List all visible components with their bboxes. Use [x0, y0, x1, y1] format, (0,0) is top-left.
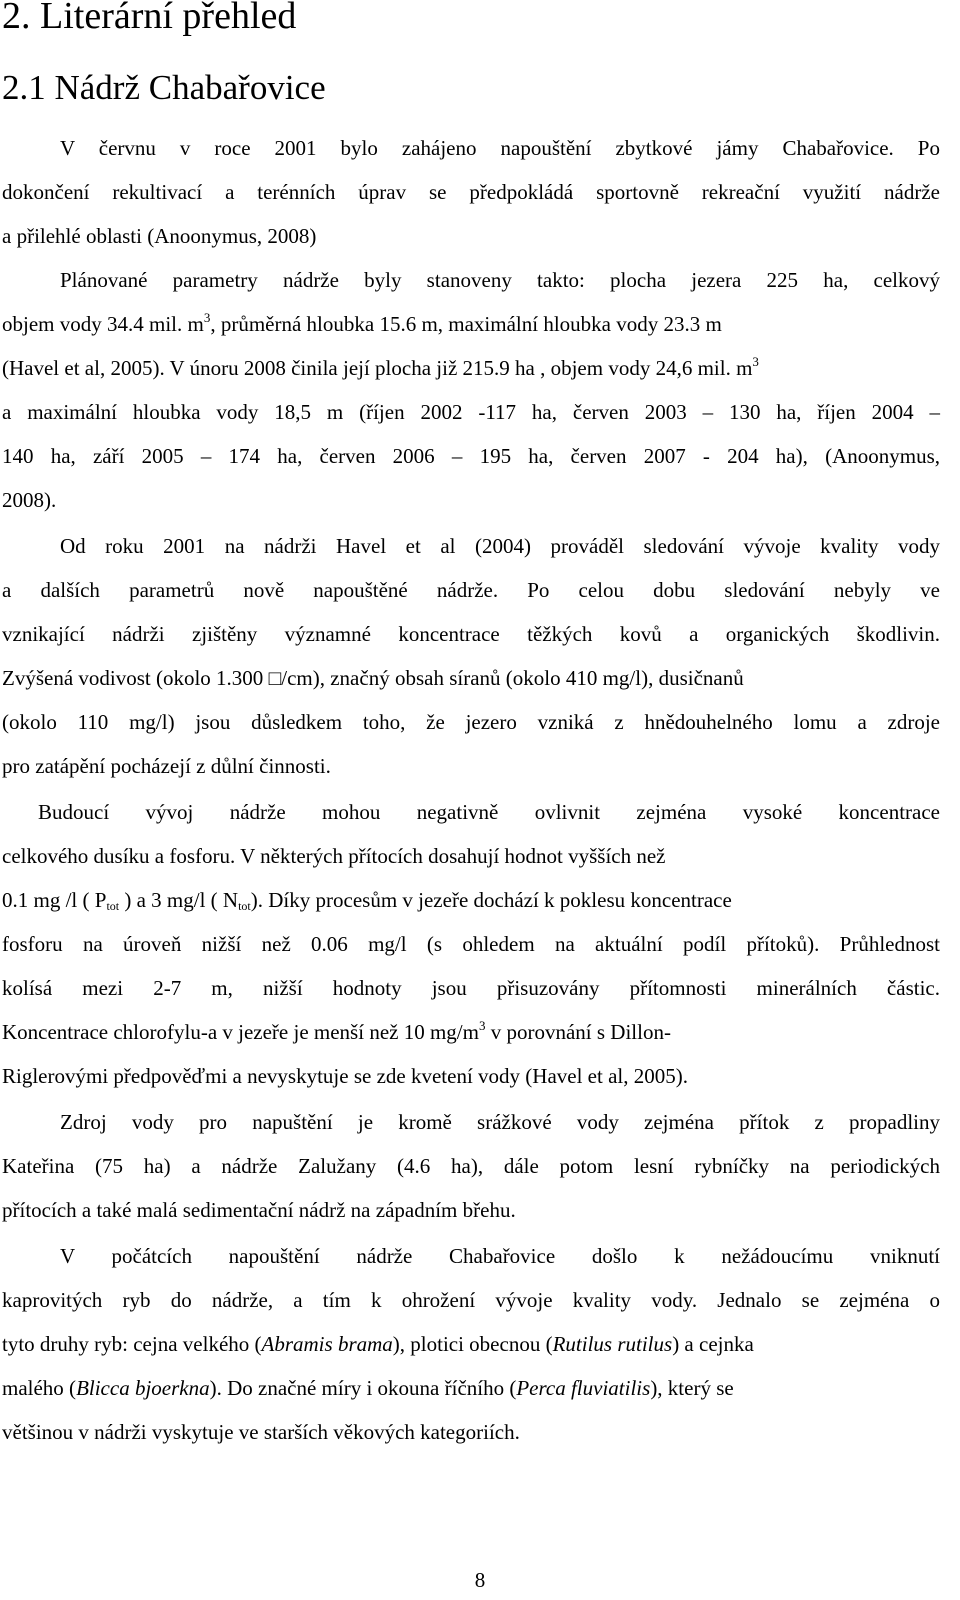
text-line: dokončení rekultivací a terénních úprav se předpokládá sportovně rekreační využití nádrže [2, 180, 940, 204]
text-line: tyto druhy ryb: cejna velkého (Abramis brama), plotici obecnou (Rutilus rutilus) a cejnka [2, 1332, 754, 1356]
text-line: Kateřina (75 ha) a nádrže Zalužany (4.6 ha), dále potom lesní rybníčky na periodických [2, 1154, 940, 1178]
text-line: vznikající nádrži zjištěny významné koncentrace těžkých kovů a organických škodlivin. [2, 622, 940, 646]
text-line: kaprovitých ryb do nádrže, a tím k ohrožení vývoje kvality vody. Jednalo se zejména o [2, 1288, 940, 1312]
text-line: a dalších parametrů nově napouštěné nádrže. Po celou dobu sledování nebyly ve [2, 578, 940, 602]
text-line: Zdroj vody pro napuštění je kromě srážkové vody zejména přítok z propadliny [60, 1110, 940, 1134]
text-line: kolísá mezi 2-7 m, nižší hodnoty jsou přisuzovány přítomnosti minerálních částic. [2, 976, 940, 1000]
text-line: 2008). [2, 488, 57, 512]
text-line: Zvýšená vodivost (okolo 1.300 □/cm), značný obsah síranů (okolo 410 mg/l), dusičnanů [2, 666, 744, 690]
text-line: Riglerovými předpověďmi a nevyskytuje se zde kvetení vody (Havel et al, 2005). [2, 1064, 688, 1088]
text-line: pro zatápění pocházejí z důlní činnosti. [2, 754, 331, 778]
unknown-symbol: □ [268, 666, 282, 690]
chapter-heading: 2. Literární přehled [2, 0, 297, 37]
text-line: a maximální hloubka vody 18,5 m (říjen 2002 -117 ha, červen 2003 – 130 ha, říjen 2004 – [2, 400, 940, 424]
text-line: V červnu v roce 2001 bylo zahájeno napouštění zbytkové jámy Chabařovice. Po [60, 136, 940, 160]
text-line: Koncentrace chlorofylu-a v jezeře je menší než 10 $mg/m^3$ v porovnání s Dillon- [2, 1018, 671, 1044]
text-line: 0.1 mg /l ( $P_{tot}$ ) a 3 mg/l ( $N_{tot}$). Díky procesům v jezeře dochází k poklesu koncentrace [2, 888, 732, 913]
text-line: objem vody 34.4 mil. $m^3$, průměrná hloubka 15.6 m, maximální hloubka vody 23.3 m [2, 310, 722, 336]
page-number: 8 [474, 1568, 486, 1592]
text-line: Budoucí vývoj nádrže mohou negativně ovlivnit zejména vysoké koncentrace [38, 800, 940, 824]
text-line: Od roku 2001 na nádrži Havel et al (2004) prováděl sledování vývoje kvality vody [60, 534, 940, 558]
text-line: V počátcích napouštění nádrže Chabařovice došlo k nežádoucímu vniknutí [60, 1244, 940, 1268]
text-line: přítocích a také malá sedimentační nádrž na západním břehu. [2, 1198, 516, 1222]
text-line: většinou v nádrži vyskytuje ve starších věkových kategoriích. [2, 1420, 520, 1444]
text-line: celkového dusíku a fosforu. V některých přítocích dosahují hodnot vyšších než [2, 844, 666, 868]
text-line: a přilehlé oblasti (Anoonymus, 2008) [2, 224, 317, 248]
text-line: (okolo 110 mg/l) jsou důsledkem toho, že jezero vzniká z hnědouhelného lomu a zdroje [2, 710, 940, 734]
text-line: 140 ha, září 2005 – 174 ha, červen 2006 – 195 ha, červen 2007 - 204 ha), (Anoonymus, [2, 444, 940, 468]
section-heading: 2.1 Nádrž Chabařovice [2, 68, 326, 107]
text-line: Plánované parametry nádrže byly stanoveny takto: plocha jezera 225 ha, celkový [60, 268, 940, 292]
text-line: (Havel et al, 2005). V únoru 2008 činila její plocha již 215.9 ha , objem vody 24,6 mil. $m^3$ [2, 354, 759, 380]
text-line: fosforu na úroveň nižší než 0.06 mg/l (s ohledem na aktuální podíl přítoků). Průhlednost [2, 932, 940, 956]
text-line: malého (Blicca bjoerkna). Do značné míry i okouna říčního (Perca fluviatilis), který se [2, 1376, 734, 1400]
